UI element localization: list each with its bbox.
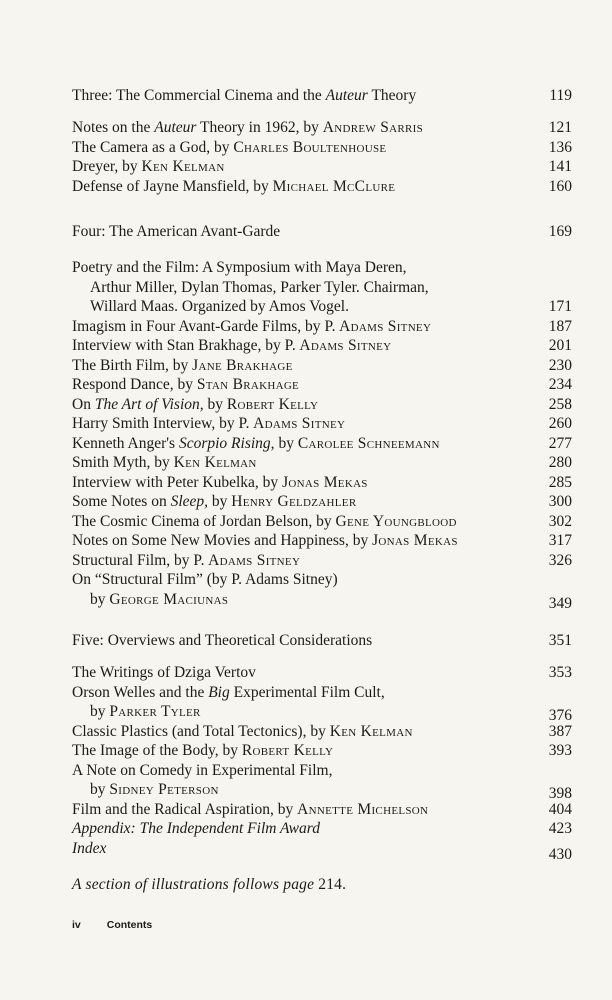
page-number: 260 (548, 415, 572, 432)
toc-entry: The Camera as a God, by Charles Boultenhouse 136 (72, 138, 572, 156)
toc-entry: Dreyer, by Ken Kelman 141 (72, 158, 572, 175)
toc-entry: Interview with Peter Kubelka, by Jonas Mekas 285 (72, 473, 572, 491)
toc-entry: The Cosmic Cinema of Jordan Belson, by Gene Youngblood 302 (72, 512, 572, 530)
page-number: 300 (548, 493, 572, 510)
section-title: Five: Overviews and Theoretical Considerations (72, 632, 373, 649)
section-heading (72, 631, 572, 651)
section-entries (72, 118, 572, 196)
page-number: 376 (548, 707, 572, 724)
page-number: 136 (548, 138, 572, 156)
toc-entry: Defense of Jayne Mansfield, by Michael McClure 160 (72, 177, 572, 195)
toc-entry: Orson Welles and the Big Experimental Film Cult, by Parker Tyler 376 (72, 683, 572, 724)
author-name: P. Adams Sitney (324, 317, 432, 335)
author-name: P. Adams Sitney (284, 337, 392, 354)
page-number: 326 (548, 551, 572, 569)
toc-entry: On “Structural Film” (by P. Adams Sitney) by George Maciunas 349 (72, 571, 572, 612)
toc-entry: Interview with Stan Brakhage, by P. Adams Sitney 201 (72, 337, 572, 354)
author-name: Robert Kelly (241, 742, 334, 759)
toc-entry: Notes on Some New Movies and Happiness, by Jonas Mekas 317 (72, 532, 572, 549)
toc-entry: Classic Plastics (and Total Tectonics), by Ken Kelman 387 (72, 722, 572, 740)
page-number: 285 (548, 473, 572, 491)
toc-entry: Poetry and the Film: A Symposium with Maya Deren, Arthur Miller, Dylan Thomas, Parker Tyler. Chairman, Willard Maas. Organized by Amos Vogel. 171 (72, 259, 572, 315)
toc-entry: On The Art of Vision, by Robert Kelly 258 (72, 395, 572, 413)
running-label: Contents (106, 919, 153, 931)
section-heading (72, 86, 572, 106)
author-name: Michael McClure (272, 177, 396, 195)
page-number: 234 (548, 376, 572, 393)
author-name: Annette Michelson (297, 800, 429, 818)
folio: iv (72, 919, 81, 931)
page-number: 317 (548, 532, 572, 549)
author-name: Gene Youngblood (335, 512, 457, 530)
author-name: Jane Brakhage (192, 356, 293, 374)
section-page-number: 351 (548, 632, 572, 649)
page-number: 171 (548, 298, 572, 315)
toc-entry: Smith Myth, by Ken Kelman 280 (72, 454, 572, 471)
author-name: Sidney Peterson (109, 781, 219, 798)
section-page-number: 169 (548, 223, 572, 240)
page-number: 398 (548, 785, 572, 802)
section-page-number: 119 (549, 87, 572, 104)
page-number: 404 (548, 800, 572, 818)
toc-entry: Film and the Radical Aspiration, by Annette Michelson 404 (72, 800, 572, 818)
page-number: 187 (548, 317, 572, 335)
section-title: Three: The Commercial Cinema and the Auteur Theory (72, 87, 417, 104)
toc-entry: Notes on the Auteur Theory in 1962, by Andrew Sarris 121 (72, 119, 572, 136)
page-number: 121 (548, 119, 572, 136)
page-number: 230 (548, 356, 572, 374)
section-entries (72, 663, 572, 863)
toc-entry: Structural Film, by P. Adams Sitney 326 (72, 551, 572, 569)
toc-entry: The Birth Film, by Jane Brakhage 230 (72, 356, 572, 374)
page-number: 349 (548, 594, 572, 612)
toc-entry: Kenneth Anger's Scorpio Rising, by Carolee Schneemann 277 (72, 434, 572, 452)
section-entries (72, 258, 572, 612)
toc-entry: Index 430 (72, 839, 572, 863)
page-number: 280 (548, 454, 572, 471)
page-number: 430 (548, 845, 572, 863)
author-name: Parker Tyler (109, 703, 201, 720)
page-number: 141 (548, 158, 572, 175)
author-name: Jonas Mekas (372, 532, 458, 549)
author-name: Ken Kelman (173, 454, 257, 471)
author-name: Robert Kelly (226, 395, 319, 413)
page-number: 302 (548, 512, 572, 530)
section-title: Four: The American Avant-Garde (72, 223, 281, 240)
author-name: Stan Brakhage (196, 376, 300, 393)
page-number: 387 (548, 722, 572, 740)
author-name: Carolee Schneemann (297, 434, 440, 452)
toc-entry: Some Notes on Sleep, by Henry Geldzahler 300 (72, 493, 572, 510)
toc-entry: Imagism in Four Avant-Garde Films, by P. Adams Sitney 187 (72, 317, 572, 335)
page-number: 160 (548, 177, 572, 195)
author-name: Ken Kelman (329, 722, 413, 740)
page-number: 277 (548, 434, 572, 452)
toc-entry: A Note on Comedy in Experimental Film, by Sidney Peterson 398 (72, 761, 572, 802)
page-number: 353 (548, 664, 572, 681)
running-footer (72, 919, 152, 931)
toc-entry: The Writings of Dziga Vertov 353 (72, 664, 572, 681)
page-number: 201 (548, 337, 572, 354)
toc-entry: Appendix: The Independent Film Award 423 (72, 820, 572, 837)
author-name: P. Adams Sitney (238, 415, 346, 432)
toc-entry: Harry Smith Interview, by P. Adams Sitney 260 (72, 415, 572, 432)
page-number: 393 (548, 742, 572, 759)
author-name: Ken Kelman (141, 158, 225, 175)
author-name: George Maciunas (109, 590, 229, 608)
page-number: 423 (548, 820, 572, 837)
author-name: Henry Geldzahler (231, 493, 357, 510)
toc-entry: The Image of the Body, by Robert Kelly 393 (72, 742, 572, 759)
toc-entry: Respond Dance, by Stan Brakhage 234 (72, 376, 572, 393)
author-name: P. Adams Sitney (193, 551, 301, 569)
table-of-contents (72, 86, 572, 863)
section-heading (72, 222, 572, 242)
page-number: 258 (548, 395, 572, 413)
author-name: Jonas Mekas (282, 473, 368, 491)
author-name: Charles Boultenhouse (233, 138, 387, 156)
illustrations-note: A section of illustrations follows page 214. (72, 876, 347, 893)
author-name: Andrew Sarris (322, 119, 424, 136)
